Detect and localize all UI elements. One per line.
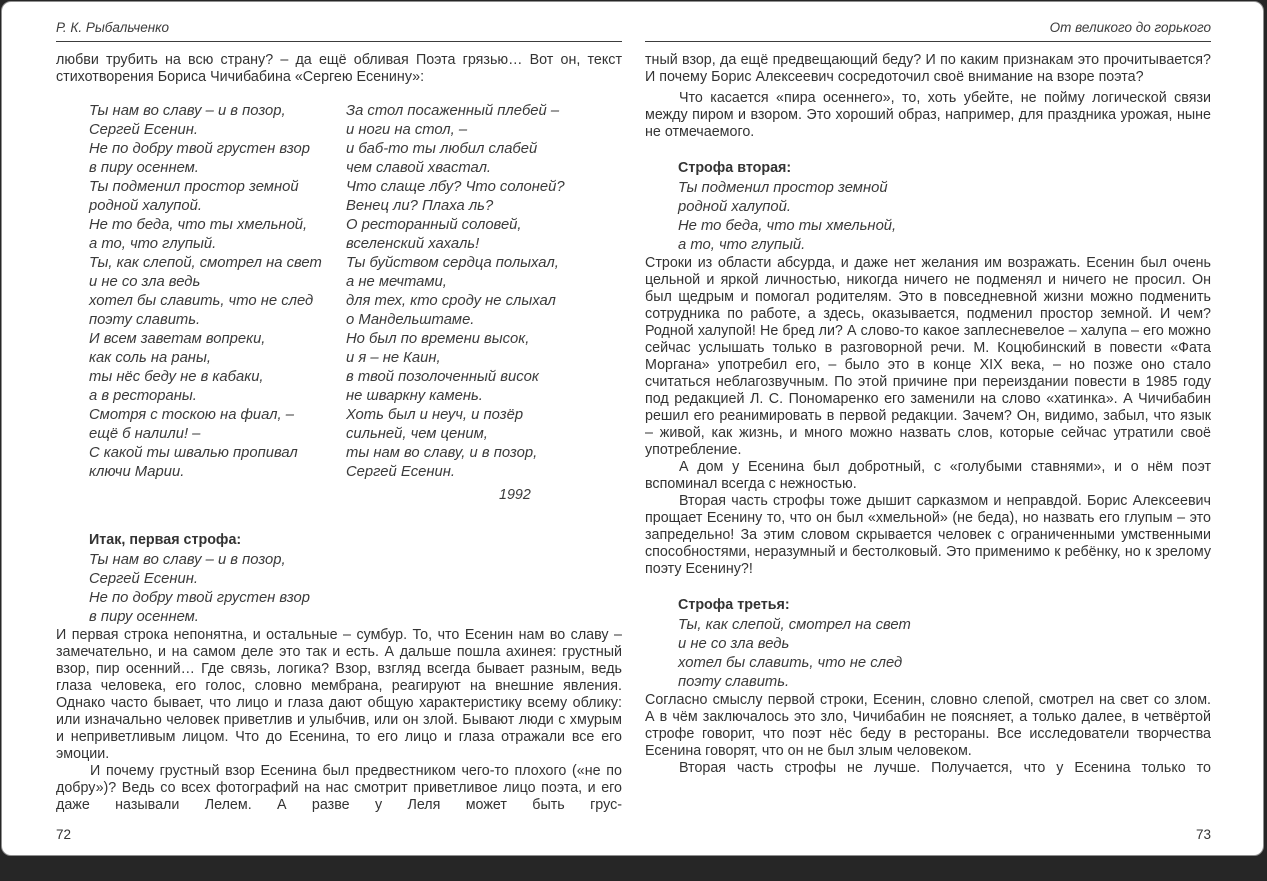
poem-line: чем славой хвастал.	[346, 160, 492, 176]
poem-year: 1992	[499, 487, 531, 503]
quote-line: в пиру осеннем.	[89, 609, 199, 625]
poem-line: хотел бы славить, что не след	[89, 293, 314, 309]
poem-line: вселенский хахаль!	[346, 236, 480, 252]
poem-line: ты нам во славу, и в позор,	[346, 445, 538, 461]
poem-line: С какой ты швалью пропивал	[89, 445, 298, 461]
poem-line: Что слаще лбу? Что солоней?	[346, 179, 565, 195]
poem-column-left	[56, 102, 346, 482]
paragraph-strofa2-analysis-3: Вторая часть строфы тоже дышит сарказмом и неправдой. Борис Алексеевич прощает Есенину то, что он был «хмельной» (не беда), но назвать его глупым – это запредельно! За этим словом скрывается человек с ограниченными умственными способностями, неразумный и бестолковый. Это применимо к ребёнку, но к зрелому поэту Есенину?!	[645, 493, 1211, 577]
poem-line: сильней, чем ценим,	[346, 426, 488, 442]
poem-line: а то, что глупый.	[89, 236, 217, 252]
quote-line: Не то беда, что ты хмельной,	[678, 218, 897, 234]
strofa-quote-1	[56, 551, 622, 627]
quote-line: а то, что глупый.	[678, 237, 806, 253]
poem-line: И всем заветам вопреки,	[89, 331, 266, 347]
paragraph-strofa2-analysis-2: А дом у Есенина был добротный, с «голубыми ставнями», и о нём поэт вспоминал всегда с нежностью.	[645, 459, 1211, 492]
poem-line: и я – не Каин,	[346, 350, 441, 366]
quote-line: и не со зла ведь	[678, 636, 790, 652]
page-number-left: 72	[56, 827, 72, 842]
book-spread	[1, 1, 1264, 856]
poem-line: и не со зла ведь	[89, 274, 201, 290]
poem-line: как соль на раны,	[89, 350, 211, 366]
page-number-right: 73	[1195, 827, 1211, 842]
poem-line: Сергей Есенин.	[89, 122, 198, 138]
quote-line: Ты подменил простор земной	[678, 180, 888, 196]
strofa-quote-2	[645, 179, 1211, 255]
poem-column-right	[346, 102, 622, 482]
paragraph-strofa2-analysis-1: Строки из области абсурда, и даже нет желания им возражать. Есенин был очень цельной и яркой личностью, никогда ничего не подменял и ничего не просил. Он был щедрым и помогал родителям. Это в повседневной жизни можно подменить сотрудника по работе, а здесь, оказывается, подменил простор земной. И чем? Родной халупой! Не бред ли? А слово-то какое заплесневелое – халупа – его можно сейчас услышать только в разговорной речи. М. Коцюбинский в повести «Фата Моргана» употребил его, – было это в конце XIX века, – но позже оно стало считаться неблагозвучным. По этой причине при переиздании повести в 1985 году под редакцией Л. С. Пономаренко его заменили на слово «хатинка». А Чичибабин решил его реанимировать в первой редакции. Зачем? Он, видимо, забыл, что язык – живой, как жизнь, и много можно назвать слов, которые сейчас утратили своё употребление.	[645, 255, 1211, 458]
quote-line: Сергей Есенин.	[89, 571, 198, 587]
poem-line: поэту славить.	[89, 312, 201, 328]
poem-line: Не то беда, что ты хмельной,	[89, 217, 308, 233]
running-header-title: От великого до горького	[645, 12, 1211, 42]
quote-line: Не по добру твой грустен взор	[89, 590, 310, 606]
quote-line: хотел бы славить, что не след	[678, 655, 903, 671]
quote-line: родной халупой.	[678, 199, 791, 215]
poem-line: За стол посаженный плебей –	[346, 103, 560, 119]
poem-line: и ноги на стол, –	[346, 122, 468, 138]
quote-line: Ты нам во славу – и в позор,	[89, 552, 286, 568]
poem-line: О ресторанный соловей,	[346, 217, 522, 233]
poem-line: родной халупой.	[89, 198, 202, 214]
poem-line: для тех, кто сроду не слыхал	[346, 293, 556, 309]
strofa-heading-3: Строфа третья:	[678, 597, 790, 613]
poem-line: в твой позолоченный висок	[346, 369, 539, 385]
page-left	[56, 12, 622, 855]
poem-line: а в рестораны.	[89, 388, 197, 404]
poem-line: а не мечтами,	[346, 274, 447, 290]
quote-line: Ты, как слепой, смотрел на свет	[678, 617, 911, 633]
running-header-author: Р. К. Рыбальченко	[56, 12, 622, 42]
poem-line: Не по добру твой грустен взор	[89, 141, 310, 157]
paragraph-continuation: тный взор, да ещё предвещающий беду? И по каким признакам это прочитывается? И почему Борис Алексеевич сосредоточил своё внимание на взоре поэта?	[645, 52, 1211, 85]
strofa-heading-2: Строфа вторая:	[678, 160, 792, 176]
poem-line: Смотря с тоскою на фиал, –	[89, 407, 294, 423]
poem-line: о Мандельштаме.	[346, 312, 475, 328]
poem-line: ещё б налили! –	[89, 426, 201, 442]
strofa-heading-1: Итак, первая строфа:	[89, 532, 242, 548]
paragraph-strofa3-analysis-1: Согласно смыслу первой строки, Есенин, словно слепой, смотрел на свет со злом. А в чём заключалось это зло, Чичибабин не поясняет, а только далее, в четвёртой строфе говорит, что поэт нёс беду в рестораны. Все исследователи творчества Есенина говорят, что он не был злым человеком.	[645, 692, 1211, 759]
paragraph-analysis-1: И первая строка непонятна, и остальные – сумбур. То, что Есенин нам во славу – замечательно, и на самом деле это так и есть. А дальше пошла ахинея: грустный взор, пир осенний… Где связь, логика? Взор, взгляд всегда бывает разным, ведь глаза человека, его голос, словно мембрана, реагируют на внешние явления. Однако часто бывает, что лицо и глаза дают общую характеристику всему облику: или изначально человек приветлив и улыбчив, или он злой. Бывают люди с хмурым и неприветливым лицом. Что до Есенина, то его лицо и глаза отражали все его эмоции.	[56, 627, 622, 762]
poem-line: ключи Марии.	[89, 464, 185, 480]
poem-line: Ты нам во славу – и в позор,	[89, 103, 286, 119]
poem-line: не шваркну камень.	[346, 388, 483, 404]
poem-block	[56, 102, 622, 482]
poem-line: и баб-то ты любил слабей	[346, 141, 538, 157]
quote-line: поэту славить.	[678, 674, 790, 690]
paragraph-analysis-2: И почему грустный взор Есенина был предвестником чего-то плохого («не по добру»)? Ведь со всех фотографий на нас смотрит приветливое лицо поэта, и его даже называли Лелем. А разве у Леля может быть грус-	[56, 763, 622, 813]
poem-line: Венец ли? Плаха ль?	[346, 198, 494, 214]
poem-line: в пиру осеннем.	[89, 160, 199, 176]
poem-line: Хоть был и неуч, и позёр	[346, 407, 524, 423]
poem-line: Сергей Есенин.	[346, 464, 455, 480]
poem-line: Но был по времени высок,	[346, 331, 530, 347]
page-right	[645, 12, 1211, 855]
poem-line: ты нёс беду не в кабаки,	[89, 369, 264, 385]
spread-layout	[2, 2, 1263, 855]
paragraph-intro: любви трубить на всю страну? – да ещё обливая Поэта грязью… Вот он, текст стихотворения Бориса Чичибабина «Сергею Есенину»:	[56, 52, 622, 85]
poem-line: Ты буйством сердца полыхал,	[346, 255, 559, 271]
poem-line: Ты подменил простор земной	[89, 179, 299, 195]
paragraph-strofa3-analysis-2: Вторая часть строфы не лучше. Получается, что у Есенина только то	[679, 760, 1211, 776]
paragraph-pir-osenniy: Что касается «пира осеннего», то, хоть убейте, не пойму логической связи между пиром и взором. Это хороший образ, например, для праздника урожая, ныне не отмечаемого.	[645, 90, 1211, 140]
strofa-quote-3	[645, 616, 1211, 692]
poem-line: Ты, как слепой, смотрел на свет	[89, 255, 322, 271]
